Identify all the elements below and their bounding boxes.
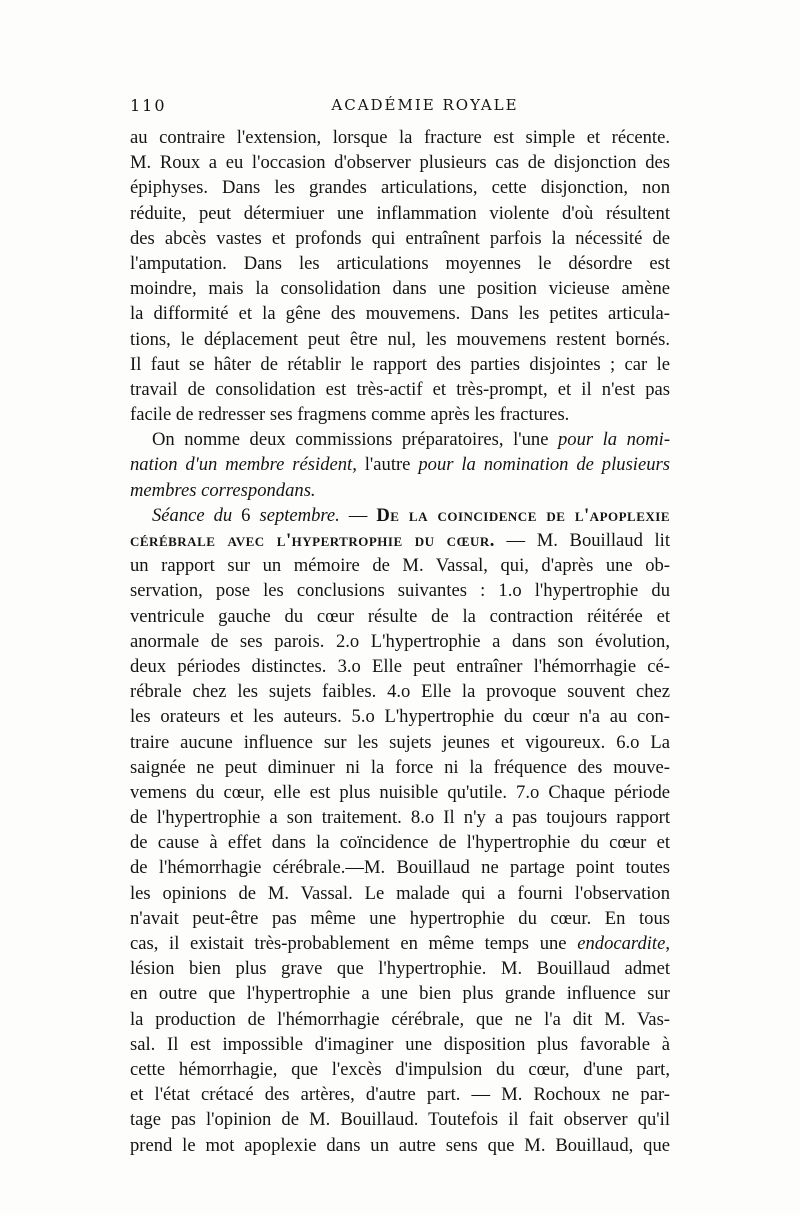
italic-term: endocardite <box>577 933 666 954</box>
commission-text: On nomme deux commissions préparatoires, l'une <box>152 429 558 451</box>
commission-line <box>130 478 670 503</box>
text-line: l'amputation. Dans les articulations moyennes le désordre est <box>130 252 670 274</box>
text-line: de l'hémorrhagie cérébrale.—M. Bouillaud ne partage point toutes <box>130 857 670 879</box>
text-line: de l'hypertrophie a son traitement. 8.o Il n'y a pas toujours rapport <box>130 807 670 829</box>
text-line: rébrale chez les sujets faibles. 4.o Elle la provoque souvent chez <box>130 681 670 703</box>
seance-heading-line <box>130 528 670 553</box>
text-line: la production de l'hémorrhagie cérébrale, que ne l'a dit M. Vas- <box>130 1008 670 1030</box>
text-line: la difformité et la gêne des mouvemens. Dans les petites articula- <box>130 303 670 325</box>
dash: — <box>339 504 377 526</box>
text-line <box>130 931 670 956</box>
text-line: vemens du cœur, elle est plus nuisible qu'utile. 7.o Chaque période <box>130 781 670 803</box>
text-line: ventricule gauche du cœur résulte de la contraction réitérée et <box>130 605 670 627</box>
text-line: traire aucune influence sur les sujets jeunes et vigoureux. 6.o La <box>130 731 670 753</box>
seance-text: — M. Bouillaud lit <box>494 530 670 551</box>
commission-italic: nation d'un membre résident, <box>130 454 357 476</box>
text-line: sal. Il est impossible d'imaginer une disposition plus favorable à <box>130 1033 670 1055</box>
commission-text: l'autre <box>356 454 419 476</box>
seance-month: septembre. <box>259 504 340 526</box>
running-head: ACADÉMIE ROYALE <box>331 96 519 114</box>
text-line: M. Roux a eu l'occasion d'observer plusieurs cas de disjonction des <box>130 152 670 174</box>
text-segment: cas, il existait très-probablement en même temps une <box>130 933 578 954</box>
commission-italic: pour la nomination de plusieurs <box>418 454 670 476</box>
text-line: tage pas l'opinion de M. Bouillaud. Toutefois il fait observer qu'il <box>130 1109 670 1131</box>
text-line: de cause à effet dans la coïncidence de l'hypertrophie du cœur et <box>130 832 670 854</box>
text-line: en outre que l'hypertrophie a une bien plus grande influence sur <box>130 983 670 1005</box>
text-line: des abcès vastes et profonds qui entraînent parfois la nécessité de <box>130 227 670 249</box>
text-line: tions, le déplacement peut être nul, les mouvemens restent bornés. <box>130 328 670 350</box>
text-line: moindre, mais la consolidation dans une position vicieuse amène <box>130 278 670 300</box>
text-line: Il faut se hâter de rétablir le rapport des parties disjointes ; car le <box>130 353 670 375</box>
section-title: cérébrale avec l'hypertrophie du cœur. <box>130 530 495 551</box>
text-line: anormale de ses parois. 2.o L'hypertrophie a dans son évolution, <box>130 630 670 652</box>
seance-date-number: 6 <box>232 504 260 526</box>
seance-date: Séance du <box>152 504 233 526</box>
text-line: les opinions de M. Vassal. Le malade qui a fourni l'observation <box>130 882 670 904</box>
text-segment: , <box>665 933 670 954</box>
text-line: facile de redresser ses fragmens comme après les fractures. <box>130 404 570 426</box>
text-line: épiphyses. Dans les grandes articulations, cette disjonction, non <box>130 177 670 199</box>
text-line: deux périodes distinctes. 3.o Elle peut entraîner l'hémorrhagie cé- <box>130 655 670 677</box>
commission-line <box>130 427 670 452</box>
text-line: un rapport sur un mémoire de M. Vassal, qui, d'après une ob- <box>130 555 670 577</box>
text-line: prend le mot apoplexie dans un autre sens que M. Bouillaud, que <box>130 1134 670 1156</box>
page-header <box>130 96 670 124</box>
text-line: cette hémorrhagie, que l'excès d'impulsion du cœur, d'une part, <box>130 1058 670 1080</box>
text-line: réduite, peut détermiuer une inflammation violente d'où résultent <box>130 202 670 224</box>
seance-heading-line <box>130 503 670 528</box>
section-title: De la coincidence de l'apoplexie <box>376 504 671 526</box>
text-line: saignée ne peut diminuer ni la force ni la fréquence des mouve- <box>130 756 670 778</box>
text-line: n'avait peut-être pas même une hypertrophie du cœur. En tous <box>130 907 670 929</box>
text-line: lésion bien plus grave que l'hypertrophie. M. Bouillaud admet <box>130 958 670 980</box>
text-line: travail de consolidation est très-actif et très-prompt, et il n'est pas <box>130 378 670 400</box>
commission-line <box>130 452 670 477</box>
text-line: au contraire l'extension, lorsque la fracture est simple et récente. <box>130 127 670 148</box>
commission-italic: membres correspondans. <box>130 479 316 501</box>
page-number: 110 <box>130 96 167 115</box>
body-text <box>130 125 670 1158</box>
text-line: et l'état crétacé des artères, d'autre part. — M. Rochoux ne par- <box>130 1084 670 1106</box>
text-line: les orateurs et les auteurs. 5.o L'hypertrophie du cœur n'a au con- <box>130 706 670 728</box>
commission-italic: pour la nomi- <box>557 429 671 451</box>
text-line: servation, pose les conclusions suivantes : 1.o l'hypertrophie du <box>130 580 670 602</box>
